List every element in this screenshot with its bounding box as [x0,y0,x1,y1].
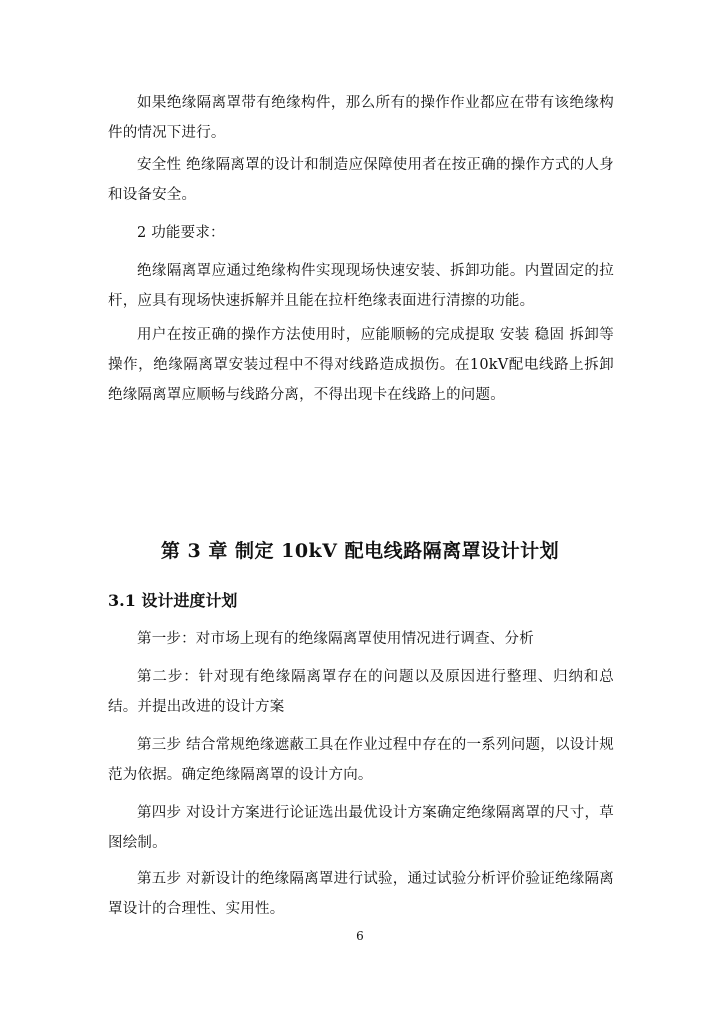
paragraph-insulating-member: 如果绝缘隔离罩带有绝缘构件，那么所有的操作作业都应在带有该绝缘构件的情况下进行。 [108,95,614,141]
chapter-title: 第 3 章 制定 10kV 配电线路隔离罩设计计划 [160,540,560,562]
paragraph-operation: 用户在按正确的操作方法使用时，应能顺畅的完成提取 安装 稳固 拆卸等操作，绝缘隔离罩安装过程中不得对线路造成损伤。在10kV配电线路上拆卸绝缘隔离罩应顺畅与线路分离，不得出现卡在线路上的问题。 [108,327,614,403]
step-three: 第三步 结合常规绝缘遮蔽工具在作业过程中存在的一系列问题，以设计规范为依据。确定绝缘隔离罩的设计方向。 [108,737,614,783]
step-five: 第五步 对新设计的绝缘隔离罩进行试验，通过试验分析评价验证绝缘隔离罩设计的合理性、实用性。 [108,871,614,917]
page-number: 6 [356,929,364,943]
section-title: 3.1 设计进度计划 [108,591,238,610]
paragraph-function-heading: 2 功能要求： [137,225,225,241]
step-four: 第四步 对设计方案进行论证选出最优设计方案确定绝缘隔离罩的尺寸，草图绘制。 [108,805,614,851]
paragraph-safety: 安全性 绝缘隔离罩的设计和制造应保障使用者在按正确的操作方式的人身和设备安全。 [108,157,614,203]
step-one: 第一步：对市场上现有的绝缘隔离罩使用情况进行调查、分析 [137,631,534,647]
paragraph-install-remove: 绝缘隔离罩应通过绝缘构件实现现场快速安装、拆卸功能。内置固定的拉杆，应具有现场快速拆解并且能在拉杆绝缘表面进行清擦的功能。 [108,263,614,309]
step-two: 第二步：针对现有绝缘隔离罩存在的问题以及原因进行整理、归纳和总结。并提出改进的设计方案 [108,669,614,715]
